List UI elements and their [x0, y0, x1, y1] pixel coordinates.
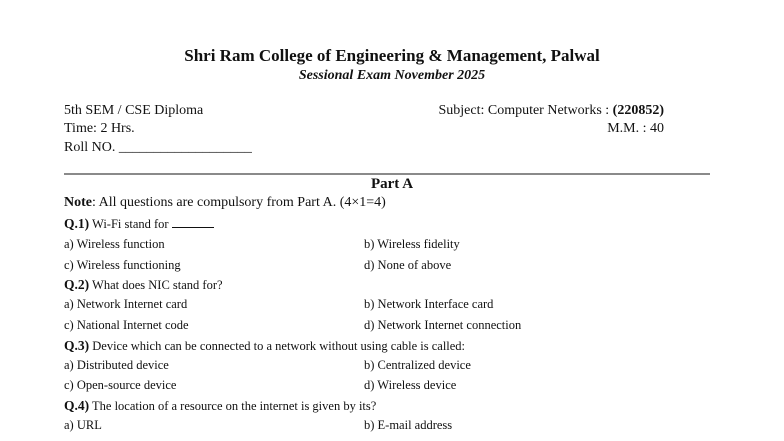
max-marks: M.M. : 40	[607, 121, 664, 136]
question-text: Device which can be connected to a network without using cable is called:	[89, 339, 466, 353]
college-name: Shri Ram College of Engineering & Management, Palwal	[184, 46, 600, 65]
option-c: c) Wireless functioning	[64, 258, 181, 272]
question-text: The location of a resource on the internet is given by its?	[89, 399, 377, 413]
question-2	[64, 277, 223, 293]
option-a: a) Network Internet card	[64, 297, 188, 311]
option-b: b) Network Interface card	[364, 297, 494, 311]
time-info: Time: 2 Hrs.	[64, 121, 135, 136]
question-text: Wi-Fi stand for	[89, 217, 172, 231]
note-text: : All questions are compulsory from Part A. (4×1=4)	[92, 195, 386, 210]
subject-label: Subject: Computer Networks :	[438, 103, 610, 118]
option-a: a) Wireless function	[64, 237, 165, 251]
instructions-note	[64, 195, 386, 211]
question-3	[64, 338, 465, 354]
part-title: Part A	[370, 176, 414, 192]
option-d: d) Wireless device	[364, 378, 457, 392]
option-a: a) Distributed device	[64, 358, 169, 372]
question-1	[64, 216, 214, 232]
subject-code: (220852)	[612, 103, 664, 118]
note-label: Note	[64, 195, 92, 210]
option-c: c) National Internet code	[64, 318, 189, 332]
roll-number: Roll NO. ___________________	[64, 140, 252, 155]
question-4	[64, 398, 376, 414]
option-b: b) Wireless fidelity	[364, 237, 460, 251]
exam-title: Sessional Exam November 2025	[298, 68, 486, 83]
question-number: Q.1)	[64, 216, 90, 231]
class-info: 5th SEM / CSE Diploma	[64, 103, 204, 118]
option-d: d) None of above	[364, 258, 452, 272]
option-a: a) URL	[64, 418, 102, 432]
question-text: What does NIC stand for?	[89, 278, 223, 292]
answer-blank	[172, 217, 214, 228]
option-b: b) Centralized device	[364, 358, 471, 372]
section-divider	[64, 173, 710, 175]
subject-info	[438, 103, 664, 119]
option-d: d) Network Internet connection	[364, 318, 522, 332]
option-b: b) E-mail address	[364, 418, 453, 432]
question-number: Q.4)	[64, 398, 90, 413]
question-number: Q.2)	[64, 277, 90, 292]
question-number: Q.3)	[64, 338, 90, 353]
option-c: c) Open-source device	[64, 378, 177, 392]
